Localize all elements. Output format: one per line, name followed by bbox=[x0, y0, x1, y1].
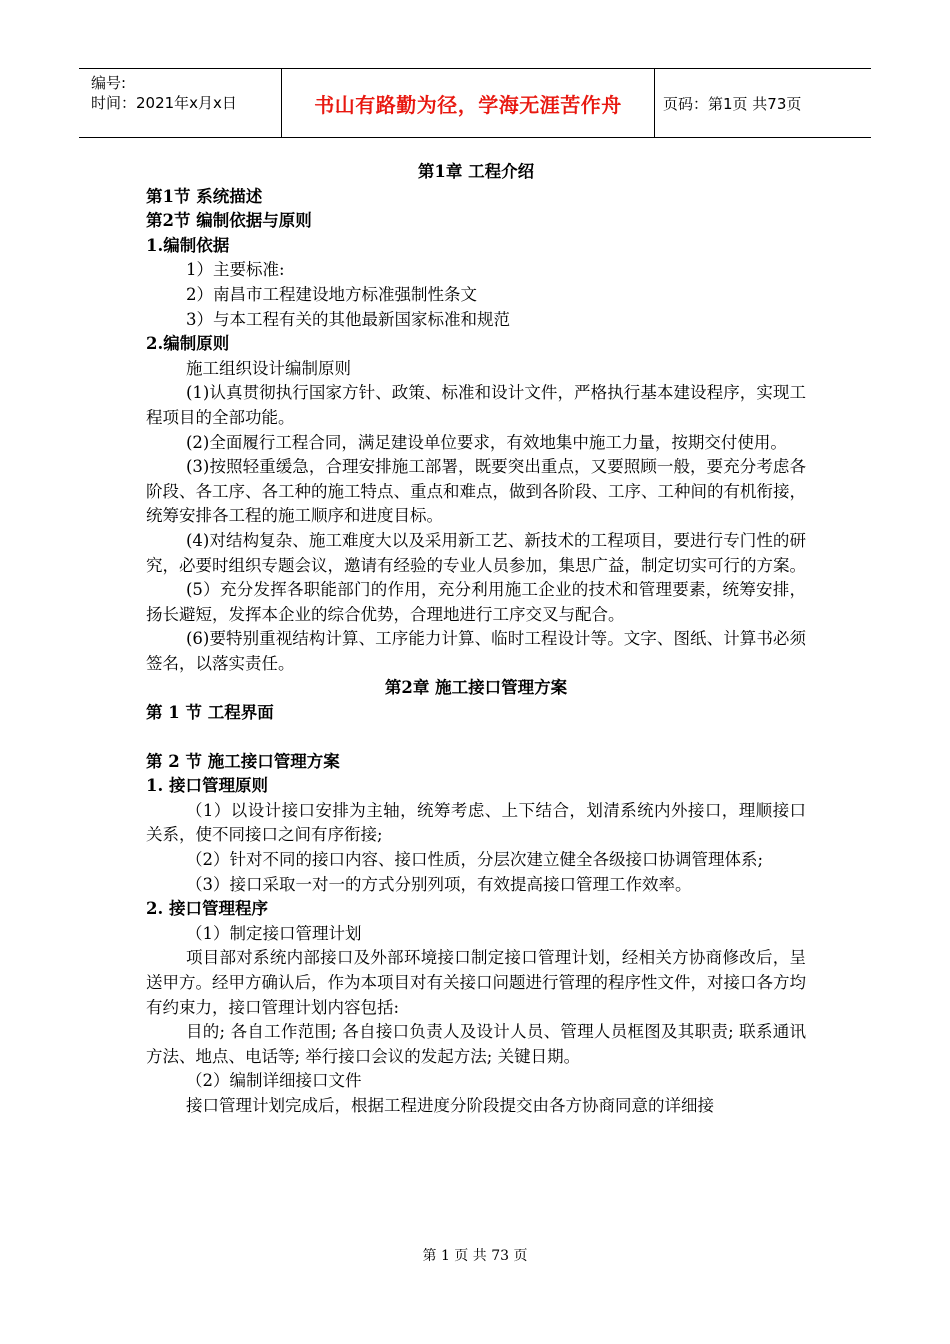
procedure-paragraph: 接口管理计划完成后，根据工程进度分阶段提交由各方协商同意的详细接 bbox=[186, 1095, 714, 1115]
principle-intro: 施工组织设计编制原则 bbox=[186, 358, 351, 378]
basis-heading: 1.编制依据 bbox=[146, 235, 230, 255]
page-header bbox=[79, 68, 871, 138]
chapter-1-section-1: 第1节 系统描述 bbox=[146, 186, 263, 206]
basis-item: 2）南昌市工程建设地方标准强制性条文 bbox=[186, 284, 477, 304]
document-number-label: 编号: bbox=[91, 74, 127, 92]
chapter-1-section-2: 第2节 编制依据与原则 bbox=[146, 211, 312, 231]
header-motto-cell bbox=[282, 69, 655, 137]
chapter-2-section-2: 第 2 节 施工接口管理方案 bbox=[146, 751, 340, 771]
principle-paragraph: (2)全面履行工程合同，满足建设单位要求，有效地集中施工力量，按期交付使用。 bbox=[186, 432, 787, 452]
interface-principle-heading: 1. 接口管理原则 bbox=[146, 776, 268, 796]
interface-principle-paragraph: （2）针对不同的接口内容、接口性质，分层次建立健全各级接口协调管理体系; bbox=[186, 850, 764, 870]
interface-procedure-heading: 2. 接口管理程序 bbox=[146, 899, 268, 919]
page-footer: 第 1 页 共 73 页 bbox=[422, 1248, 528, 1264]
document-body bbox=[146, 160, 806, 1119]
procedure-step: （1）制定接口管理计划 bbox=[186, 923, 362, 943]
interface-principle-paragraph: （3）接口采取一对一的方式分别列项，有效提高接口管理工作效率。 bbox=[186, 874, 692, 894]
procedure-paragraph: 项目部对系统内部接口及外部环境接口制定接口管理计划，经相关方协商修改后，呈送甲方。经甲方确认后，作为本项目对有关接口问题进行管理的程序性文件，对接口各方均有约束力，接口管理计划内容包括: bbox=[146, 948, 806, 1017]
header-page-number: 页码：第1页 共73页 bbox=[663, 94, 802, 113]
chapter-1-title: 第1章 工程介绍 bbox=[417, 162, 535, 181]
chapter-2-section-1: 第 1 节 工程界面 bbox=[146, 703, 274, 723]
document-date: 时间：2021年x月x日 bbox=[91, 94, 237, 112]
interface-principle-paragraph: （1）以设计接口安排为主轴，统筹考虑、上下结合，划清系统内外接口，理顺接口关系，使不同接口之间有序衔接; bbox=[146, 800, 806, 845]
principle-paragraph: (6)要特别重视结构计算、工序能力计算、临时工程设计等。文字、图纸、计算书必须签名，以落实责任。 bbox=[146, 629, 806, 673]
procedure-step: （2）编制详细接口文件 bbox=[186, 1071, 362, 1091]
principle-heading: 2.编制原则 bbox=[146, 334, 230, 354]
principle-paragraph: (4)对结构复杂、施工难度大以及采用新工艺、新技术的工程项目，要进行专门性的研究，必要时组织专题会议，邀请有经验的专业人员参加，集思广益，制定切实可行的方案。 bbox=[146, 530, 806, 575]
procedure-paragraph: 目的; 各自工作范围; 各自接口负责人及设计人员、管理人员框图及其职责; 联系通讯方法、地点、电话等; 举行接口会议的发起方法; 关键日期。 bbox=[146, 1022, 806, 1066]
basis-item: 3）与本工程有关的其他最新国家标准和规范 bbox=[186, 309, 510, 329]
header-motto: 书山有路勤为径，学海无涯苦作舟 bbox=[314, 92, 622, 117]
header-page-cell bbox=[655, 69, 871, 137]
principle-paragraph: (5）充分发挥各职能部门的作用，充分利用施工企业的技术和管理要素，统筹安排，扬长避短，发挥本企业的综合优势，合理地进行工序交叉与配合。 bbox=[146, 580, 806, 624]
principle-paragraph: (3)按照轻重缓急，合理安排施工部署，既要突出重点，又要照顾一般，要充分考虑各阶段、各工序、各工种的施工特点、重点和难点，做到各阶段、工序、工种间的有机衔接，统筹安排各工程的施工顺序和进度目标。 bbox=[146, 457, 806, 526]
principle-paragraph: (1)认真贯彻执行国家方针、政策、标准和设计文件，严格执行基本建设程序，实现工程项目的全部功能。 bbox=[146, 383, 806, 427]
chapter-2-title: 第2章 施工接口管理方案 bbox=[384, 678, 568, 698]
blank-line bbox=[146, 726, 806, 750]
header-left-cell bbox=[79, 69, 282, 137]
basis-item: 1）主要标准: bbox=[186, 260, 285, 280]
